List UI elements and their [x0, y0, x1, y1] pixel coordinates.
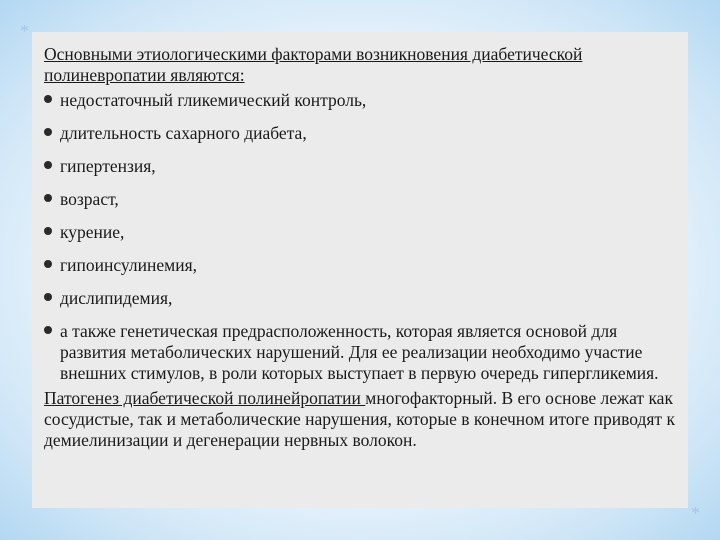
bullet-icon	[44, 227, 52, 235]
list-item	[44, 222, 684, 243]
corner-asterisk-top-left: *	[20, 21, 29, 41]
list-item-text: курение,	[60, 222, 125, 242]
slide-text	[44, 44, 684, 451]
bullet-icon	[44, 326, 52, 334]
list-item	[44, 321, 684, 384]
corner-asterisk-bottom-right: *	[691, 503, 700, 523]
list-item-text: а также генетическая предрасположенность, которая является основой для развития метаболических нарушений. Для ее реализации необходимо участие внешних стимулов, в роли которых выступает в первую очередь гипергликемия.	[60, 321, 659, 383]
list-item	[44, 288, 684, 309]
list-item-text: недостаточный гликемический контроль,	[60, 90, 367, 110]
list-item-text: гипоинсулинемия,	[60, 255, 198, 275]
bullet-icon	[44, 95, 52, 103]
list-item	[44, 189, 684, 210]
list-item-text: дислипидемия,	[60, 288, 173, 308]
list-item	[44, 255, 684, 276]
bullet-icon	[44, 293, 52, 301]
intro-paragraph: Основными этиологическими факторами возникновения диабетической полиневропатии являются:	[44, 44, 583, 85]
bullet-icon	[44, 194, 52, 202]
factor-list	[44, 90, 684, 384]
list-item	[44, 156, 684, 177]
pathogenesis-heading: Патогенез диабетической полинейропатии	[44, 388, 366, 408]
list-item	[44, 123, 684, 144]
list-item-text: гипертензия,	[60, 156, 156, 176]
list-item-text: возраст,	[60, 189, 119, 209]
bullet-icon	[44, 161, 52, 169]
bullet-icon	[44, 260, 52, 268]
bullet-icon	[44, 128, 52, 136]
pathogenesis-text: многофакторный. В его основе лежат как сосудистые, так и метаболические нарушения, которые в конечном итоге приводят к демиелинизации и дегенерации нервных волокон.	[44, 388, 675, 450]
list-item	[44, 90, 684, 111]
pathogenesis-paragraph	[44, 388, 684, 451]
list-item-text: длительность сахарного диабета,	[60, 123, 307, 143]
